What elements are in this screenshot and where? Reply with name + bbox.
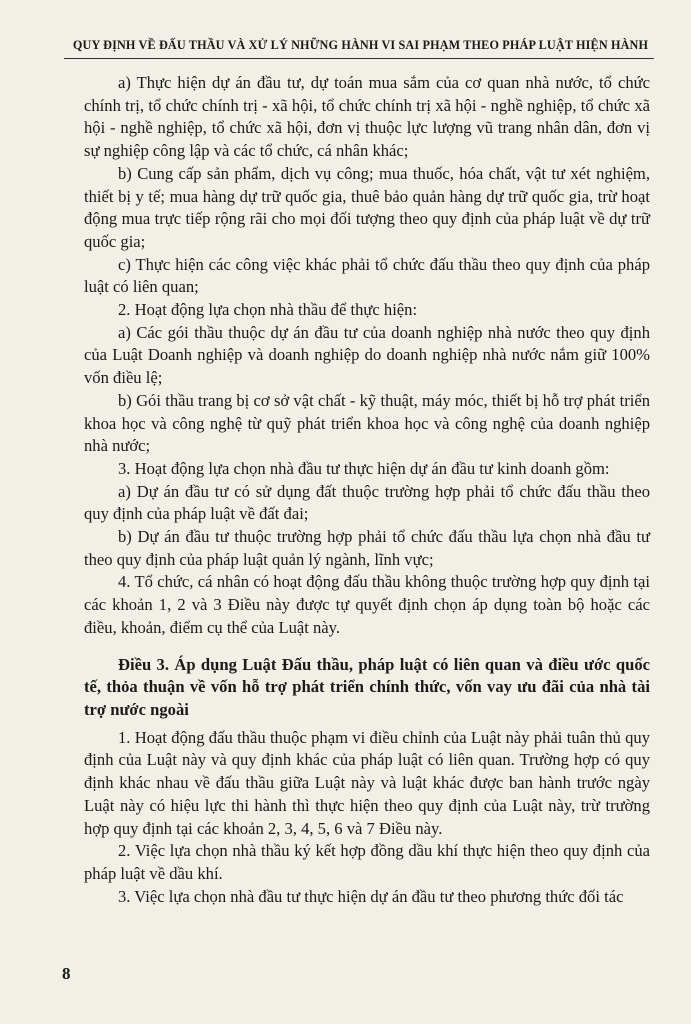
paragraph-2b: b) Gói thầu trang bị cơ sở vật chất - kỹ thuật, máy móc, thiết bị hỗ trợ phát triển khoa học và công nghệ từ quỹ phát triển khoa học và công nghệ của doanh nghiệp nhà nước; [84, 390, 650, 456]
article-paragraph-2: 2. Việc lựa chọn nhà thầu ký kết hợp đồng dầu khí thực hiện theo quy định của pháp luật về dầu khí. [84, 841, 650, 883]
paragraph-1c: c) Thực hiện các công việc khác phải tổ chức đấu thầu theo quy định của pháp luật có liên quan; [84, 254, 650, 297]
paragraph-2: 2. Hoạt động lựa chọn nhà thầu để thực hiện: [118, 300, 418, 320]
paragraph-4: 4. Tổ chức, cá nhân có hoạt động đấu thầu không thuộc trường hợp quy định tại các khoản 1, 2 và 3 Điều này được tự quyết định chọn áp dụng toàn bộ hoặc các điều, khoản, điểm cụ thể của Luật này. [84, 572, 650, 637]
running-header: QUY ĐỊNH VỀ ĐẤU THẦU VÀ XỬ LÝ NHỮNG HÀNH VI SAI PHẠM THEO PHÁP LUẬT HIỆN HÀNH [72, 38, 649, 52]
article-paragraph-3: 3. Việc lựa chọn nhà đầu tư thực hiện dự án đầu tư theo phương thức đối tác [118, 886, 624, 906]
paragraph-1a: a) Thực hiện dự án đầu tư, dự toán mua sắm của cơ quan nhà nước, tổ chức chính trị, tổ chức chính trị - xã hội, tổ chức chính trị xã hội - nghề nghiệp, tổ chức xã hội - nghề nghiệp, tổ chức xã hội, đơn vị thuộc lực lượng vũ trang nhân dân, đơn vị sự nghiệp công lập và các tổ chức, cá nhân khác; [84, 73, 650, 161]
paragraph-2a: a) Các gói thầu thuộc dự án đầu tư của doanh nghiệp nhà nước theo quy định của Luật Doanh nghiệp và doanh nghiệp do doanh nghiệp nhà nước nắm giữ 100% vốn điều lệ; [84, 322, 650, 388]
article-heading: Điều 3. Áp dụng Luật Đấu thầu, pháp luật có liên quan và điều ước quốc tế, thỏa thuận về vốn hỗ trợ phát triển chính thức, vốn vay ưu đãi của nhà tài trợ nước ngoài [84, 654, 650, 719]
article-paragraph-1: 1. Hoạt động đấu thầu thuộc phạm vi điều chỉnh của Luật này phải tuân thủ quy định của Luật này và quy định khác của pháp luật có liên quan. Trường hợp có quy định khác nhau về đấu thầu giữa Luật này và luật khác được ban hành trước ngày Luật này có hiệu lực thi hành thì thực hiện theo quy định của Luật này, trừ trường hợp quy định tại các khoản 2, 3, 4, 5, 6 và 7 Điều này. [84, 727, 650, 838]
paragraph-3: 3. Hoạt động lựa chọn nhà đầu tư thực hiện dự án đầu tư kinh doanh gồm: [118, 458, 610, 478]
paragraph-3b: b) Dự án đầu tư thuộc trường hợp phải tổ chức đấu thầu lựa chọn nhà đầu tư theo quy định của pháp luật quản lý ngành, lĩnh vực; [84, 527, 650, 569]
page-body [84, 72, 650, 908]
paragraph-3a: a) Dự án đầu tư có sử dụng đất thuộc trường hợp phải tổ chức đấu thầu theo quy định của pháp luật về đất đai; [84, 481, 650, 524]
page-number: 8 [62, 964, 71, 983]
header-rule [64, 58, 654, 59]
paragraph-1b: b) Cung cấp sản phẩm, dịch vụ công; mua thuốc, hóa chất, vật tư xét nghiệm, thiết bị y tế; mua hàng dự trữ quốc gia, thuê bảo quản hàng dự trữ quốc gia, trừ hoạt động mua trực tiếp rộng rãi cho mọi đối tượng theo quy định của pháp luật về dự trữ quốc gia; [84, 163, 650, 251]
